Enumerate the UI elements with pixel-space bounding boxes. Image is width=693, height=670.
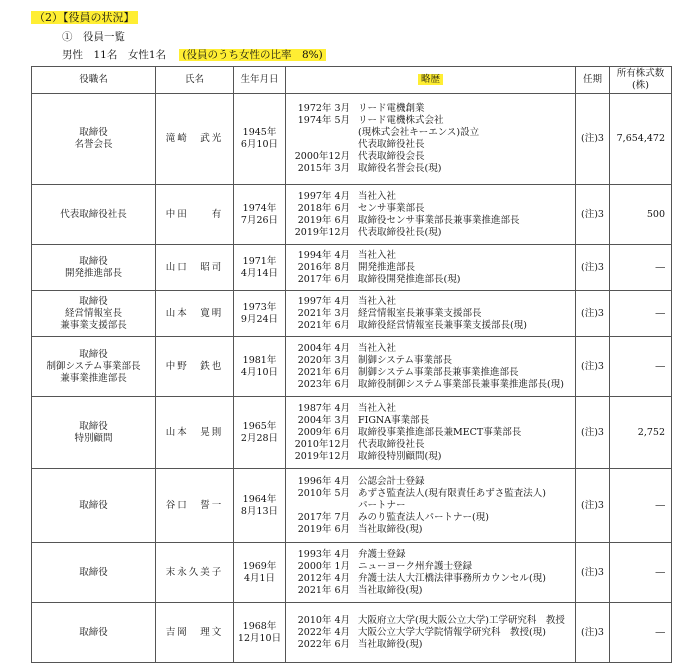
history-text: みのり監査法人パートナー(現)	[358, 511, 489, 523]
table-row	[32, 469, 672, 543]
cell-dob	[234, 603, 286, 663]
title-line: 代表取締役社長	[60, 208, 127, 220]
title-line: 兼事業推進部長	[60, 372, 127, 384]
history-text: 弁護士登録	[358, 548, 406, 560]
cell-shares: ―	[610, 603, 672, 663]
cell-term: (注)3	[576, 245, 610, 291]
history-text: リード電機創業	[358, 103, 425, 114]
history-text: 代表取締役社長	[358, 139, 425, 150]
history-entry	[288, 320, 573, 332]
cell-dob	[234, 397, 286, 469]
history-entry	[288, 573, 573, 585]
officer-name: 末永久美子	[165, 566, 224, 578]
history-text: パートナー	[358, 499, 406, 511]
header-history	[286, 67, 576, 94]
history-text: 取締役センサ事業部長兼事業推進部長	[358, 214, 520, 226]
dob-line: 7月26日	[240, 214, 279, 226]
history-date: 2021年 6月	[297, 319, 350, 331]
history-entry	[288, 379, 573, 391]
cell-history	[286, 469, 576, 543]
cell-history	[286, 185, 576, 245]
table-row	[32, 94, 672, 185]
history-text: 代表取締役会長	[358, 151, 425, 162]
cell-dob	[234, 94, 286, 185]
cell-term: (注)3	[576, 185, 610, 245]
history-date: 2017年 7月	[297, 511, 350, 523]
history-text: リード電機株式会社	[358, 115, 444, 126]
cell-term: (注)3	[576, 469, 610, 543]
table-row	[32, 337, 672, 397]
history-date: 1987年 4月	[297, 402, 350, 414]
cell-name	[156, 543, 234, 603]
cell-shares: 500	[610, 185, 672, 245]
history-date: 2009年 6月	[297, 426, 350, 438]
history-date: 2010年12月	[294, 438, 350, 450]
history-date: 2019年 6月	[297, 523, 350, 535]
history-date: 1997年 4月	[297, 190, 350, 202]
dob-line: 1964年	[242, 493, 277, 505]
history-date: 2023年 6月	[297, 378, 350, 390]
history-entry	[288, 427, 573, 439]
cell-history	[286, 337, 576, 397]
history-text: 弁護士法人大江橋法律事務所カウンセル(現)	[358, 572, 546, 584]
header-shares: 所有株式数(株)	[610, 67, 672, 94]
history-text: 開発推進部長	[358, 261, 416, 273]
dob-line: 1973年	[242, 301, 277, 313]
title-line: 取締役	[79, 255, 108, 267]
history-date: 1972年 3月	[297, 103, 350, 114]
history-entry	[288, 215, 573, 227]
history-entry	[288, 512, 573, 524]
title-line: 取締役	[79, 348, 108, 360]
section-subtitle: ① 役員一覧	[62, 31, 125, 43]
title-line: 取締役	[79, 295, 108, 307]
officer-name: 山本 寛明	[165, 307, 224, 319]
history-date: 2010年 4月	[297, 614, 350, 626]
history-date: 2021年 6月	[297, 366, 350, 378]
title-line: 取締役	[79, 499, 108, 511]
cell-history	[286, 397, 576, 469]
cell-shares: ―	[610, 543, 672, 603]
dob-line: 1981年	[242, 354, 277, 366]
dob-line: 4月14日	[240, 267, 279, 279]
cell-dob	[234, 543, 286, 603]
cell-title	[32, 94, 156, 185]
cell-title	[32, 291, 156, 337]
officer-name: 谷口 誓一	[165, 499, 224, 511]
dob-line: 1974年	[242, 202, 277, 214]
history-date	[288, 500, 358, 512]
history-date: 1996年 4月	[297, 475, 350, 487]
history-entry	[288, 451, 573, 463]
history-entry	[288, 524, 573, 536]
cell-title	[32, 397, 156, 469]
cell-name	[156, 603, 234, 663]
header-name: 氏名	[156, 67, 234, 94]
history-entry	[288, 191, 573, 203]
history-entry	[288, 627, 573, 639]
history-entry	[288, 476, 573, 488]
cell-title	[32, 469, 156, 543]
history-text: 当社入社	[358, 190, 397, 202]
cell-term: (注)3	[576, 94, 610, 185]
history-text: 取締役事業推進部長兼MECT事業部長	[358, 426, 522, 438]
history-entry	[288, 439, 573, 451]
history-date: 1997年 4月	[297, 295, 350, 307]
cell-shares: 7,654,472	[610, 94, 672, 185]
title-line: 取締役	[79, 420, 108, 432]
history-entry	[288, 585, 573, 597]
history-date: 2012年 4月	[297, 572, 350, 584]
officer-name: 中田 有	[165, 208, 224, 220]
history-date	[288, 139, 358, 151]
history-entry	[288, 127, 573, 139]
history-text: 当社入社	[358, 295, 397, 307]
cell-title	[32, 603, 156, 663]
history-text: 当社取締役(現)	[358, 584, 423, 596]
history-date: 2019年 6月	[297, 214, 350, 226]
header-dob: 生年月日	[234, 67, 286, 94]
table-row	[32, 603, 672, 663]
history-date: 1974年 5月	[297, 115, 350, 126]
history-text: 取締役制御システム事業部長兼事業推進部長(現)	[358, 378, 564, 390]
table-row	[32, 245, 672, 291]
dob-line: 8月13日	[240, 505, 279, 517]
history-text: ニューヨーク州弁護士登録	[358, 560, 473, 572]
dob-line: 4月10日	[240, 366, 279, 378]
history-entry	[288, 367, 573, 379]
cell-name	[156, 397, 234, 469]
officer-name: 吉岡 理文	[165, 626, 224, 638]
cell-dob	[234, 185, 286, 245]
cell-history	[286, 245, 576, 291]
history-date: 2022年 6月	[297, 638, 350, 650]
cell-name	[156, 245, 234, 291]
history-entry	[288, 561, 573, 573]
history-entry	[288, 227, 573, 239]
cell-name	[156, 337, 234, 397]
history-text: センサ事業部長	[358, 202, 425, 214]
history-text: 代表取締役社長	[358, 438, 425, 450]
dob-line: 1971年	[242, 255, 277, 267]
title-line: 名誉会長	[74, 139, 113, 150]
title-line: 開発推進部長	[64, 267, 122, 279]
history-date: 2020年 3月	[297, 354, 350, 366]
history-date: 2017年 6月	[297, 273, 350, 285]
dob-line: 2月28日	[240, 432, 279, 444]
history-entry	[288, 549, 573, 561]
cell-history	[286, 94, 576, 185]
cell-history	[286, 603, 576, 663]
history-date: 2015年 3月	[297, 163, 350, 174]
dob-line: 1969年	[242, 560, 277, 572]
cell-title	[32, 543, 156, 603]
history-entry	[288, 163, 573, 175]
history-entry	[288, 151, 573, 163]
cell-title	[32, 245, 156, 291]
history-text: 取締役経営情報室長兼事業支援部長(現)	[358, 319, 527, 331]
cell-name	[156, 291, 234, 337]
cell-dob	[234, 469, 286, 543]
history-text: 大阪府立大学(現大阪公立大学)工学研究科 教授	[358, 614, 565, 626]
history-entry	[288, 115, 573, 127]
history-date: 2021年 6月	[297, 584, 350, 596]
history-date: 2022年 4月	[297, 626, 350, 638]
history-entry	[288, 139, 573, 151]
cell-term: (注)3	[576, 291, 610, 337]
header-title: 役職名	[32, 67, 156, 94]
history-text: あずさ監査法人(現有限責任あずさ監査法人)	[358, 487, 546, 499]
section-title-text: （2）【役員の状況】	[31, 11, 138, 24]
history-text: FIGNA事業部長	[358, 414, 430, 426]
title-line: 特別顧問	[74, 432, 113, 444]
history-date: 1993年 4月	[297, 548, 350, 560]
history-text: 取締役特別顧問(現)	[358, 450, 442, 462]
dob-line: 6月10日	[240, 139, 279, 150]
cell-name	[156, 469, 234, 543]
history-text: 制御システム事業部長兼事業推進部長	[358, 366, 519, 378]
history-entry	[288, 355, 573, 367]
cell-term: (注)3	[576, 337, 610, 397]
history-text: 経営情報室長兼事業支援部長	[358, 307, 482, 319]
table-row	[32, 397, 672, 469]
history-entry	[288, 296, 573, 308]
history-date: 2010年 5月	[297, 487, 350, 499]
history-date: 2016年 8月	[297, 261, 350, 273]
cell-term: (注)3	[576, 543, 610, 603]
cell-title	[32, 337, 156, 397]
history-date: 2004年 3月	[297, 414, 350, 426]
cell-shares: 2,752	[610, 397, 672, 469]
history-date: 2000年12月	[294, 151, 350, 162]
history-date: 2019年12月	[294, 450, 350, 462]
history-text: (現株式会社キーエンス)設立	[358, 127, 480, 138]
officers-table	[31, 66, 672, 663]
cell-shares: ―	[610, 337, 672, 397]
cell-term: (注)3	[576, 603, 610, 663]
history-date: 2019年12月	[294, 226, 350, 238]
cell-name	[156, 94, 234, 185]
history-date: 2021年 3月	[297, 307, 350, 319]
dob-line: 9月24日	[240, 313, 279, 325]
cell-dob	[234, 245, 286, 291]
cell-shares: ―	[610, 245, 672, 291]
dob-line: 4月1日	[243, 572, 276, 584]
cell-term: (注)3	[576, 397, 610, 469]
history-entry	[288, 403, 573, 415]
title-line: 兼事業支援部長	[60, 319, 127, 331]
history-date: 1994年 4月	[297, 249, 350, 261]
history-entry	[288, 415, 573, 427]
history-text: 取締役開発推進部長(現)	[358, 273, 461, 285]
cell-dob	[234, 337, 286, 397]
title-line: 取締役	[79, 127, 108, 138]
dob-line: 12月10日	[237, 632, 282, 644]
dob-line: 1945年	[242, 127, 277, 138]
history-entry	[288, 103, 573, 115]
history-text: 当社入社	[358, 342, 397, 354]
history-text: 当社取締役(現)	[358, 638, 423, 650]
section-title	[31, 9, 138, 25]
title-line: 経営情報室長	[64, 307, 122, 319]
history-entry	[288, 500, 573, 512]
history-text: 制御システム事業部長	[358, 354, 453, 366]
cell-shares: ―	[610, 291, 672, 337]
header-history-label: 略歴	[418, 74, 443, 85]
table-row	[32, 185, 672, 245]
cell-shares: ―	[610, 469, 672, 543]
dob-line: 1965年	[242, 420, 277, 432]
history-entry	[288, 250, 573, 262]
history-date: 2004年 4月	[297, 342, 350, 354]
history-entry	[288, 308, 573, 320]
table-header-row	[32, 67, 672, 94]
cell-name	[156, 185, 234, 245]
history-entry	[288, 262, 573, 274]
officer-name: 中野 鉄也	[165, 360, 224, 372]
history-date: 2000年 1月	[297, 560, 350, 572]
table-row	[32, 543, 672, 603]
history-entry	[288, 274, 573, 286]
history-text: 大阪公立大学大学院情報学研究科 教授(現)	[358, 626, 546, 638]
history-entry	[288, 615, 573, 627]
history-text: 代表取締役社長(現)	[358, 226, 442, 238]
title-line: 取締役	[79, 566, 108, 578]
dob-line: 1968年	[242, 620, 277, 632]
history-date: 2018年 6月	[297, 202, 350, 214]
history-text: 当社取締役(現)	[358, 523, 423, 535]
history-entry	[288, 488, 573, 500]
female-ratio: (役員のうち女性の比率 8%)	[179, 49, 325, 61]
header-term: 任期	[576, 67, 610, 94]
gender-counts: 男性 11名 女性1名	[62, 49, 167, 61]
cell-title	[32, 185, 156, 245]
history-entry	[288, 639, 573, 651]
history-date	[288, 127, 358, 139]
history-text: 当社入社	[358, 249, 397, 261]
title-line: 取締役	[79, 626, 108, 638]
cell-history	[286, 291, 576, 337]
officer-name: 山口 昭司	[165, 261, 224, 273]
table-row	[32, 291, 672, 337]
history-entry	[288, 343, 573, 355]
history-entry	[288, 203, 573, 215]
title-line: 制御システム事業部長	[46, 360, 141, 372]
officer-counts	[62, 47, 326, 62]
history-text: 取締役名誉会長(現)	[358, 163, 442, 174]
history-text: 当社入社	[358, 402, 397, 414]
officer-name: 山本 晃則	[165, 426, 224, 438]
officer-name: 滝崎 武光	[165, 133, 224, 144]
cell-dob	[234, 291, 286, 337]
history-text: 公認会計士登録	[358, 475, 425, 487]
cell-history	[286, 543, 576, 603]
